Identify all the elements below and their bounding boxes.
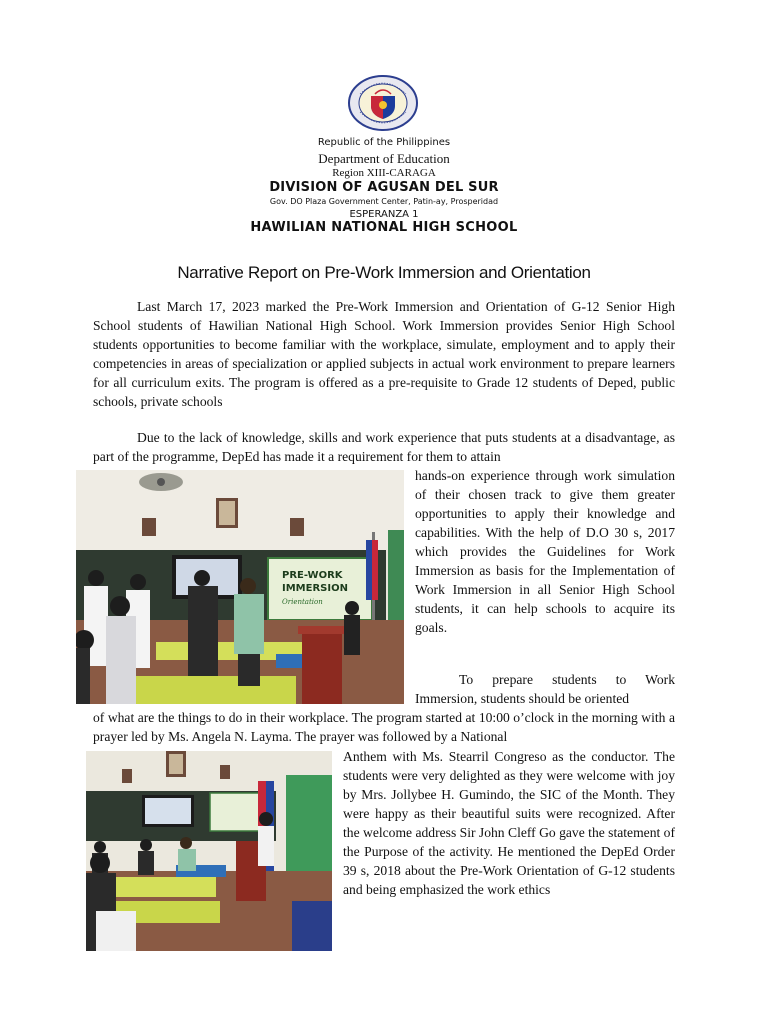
paragraph-second-lead: Due to the lack of knowledge, skills and work experience that puts students at a disadvantage, as part of the programme, DepEd has made it a requirement for them to attain xyxy=(93,430,675,464)
paragraph-third-lead: To prepare students to Work Immersion, students should be oriented xyxy=(415,672,675,706)
school-name: HAWILIAN NATIONAL HIGH SCHOOL xyxy=(250,220,518,235)
banner-line-1: PRE-WORK xyxy=(282,570,343,581)
banner-line-2: IMMERSION xyxy=(282,583,348,594)
address-line: Gov. DO Plaza Government Center, Patin-ay, Prosperidad xyxy=(269,197,499,206)
division-line: DIVISION OF AGUSAN DEL SUR xyxy=(269,180,499,195)
paragraph-second-wrap: hands-on experience through work simulation of their chosen track to give them greater opportunities to apply their knowledge and capabilities. With the help of D.O 30 s, 2017 which provides the Guidelines for Work Immersion as basis for the Implementation of Work Immersion in all Senior High School students, it can help schools to acquire its goals. xyxy=(415,468,675,635)
municipality-line: ESPERANZA 1 xyxy=(349,209,419,220)
orientation-photo-1 xyxy=(76,470,404,704)
report-title: Narrative Report on Pre-Work Immersion and Orientation xyxy=(177,263,591,282)
paragraph-third-full: of what are the things to do in their workplace. The program started at 10:00 o’clock in the morning with a prayer led by Ms. Angela N. Layma. The prayer was followed by a National xyxy=(93,710,675,744)
department-line: Department of Education xyxy=(318,151,450,166)
banner-line-3: Orientation xyxy=(282,598,323,606)
region-line: Region XIII-CARAGA xyxy=(332,167,436,179)
paragraph-third-wrap: Anthem with Ms. Stearril Congreso as the conductor. The students were very delighted as they were welcome with joy by Mrs. Jollybee H. Gumindo, the SIC of the Month. They were happy as their beautiful suits were recognized. After the welcome address Sir John Cleff Go gave the statement of the Purpose of the activity. He mentioned the DepEd Order 39 s, 2018 about the Pre-Work Orientation of G-12 students and being emphasized the work ethics xyxy=(343,749,675,897)
orientation-photo-2 xyxy=(86,751,332,951)
deped-seal-logo xyxy=(346,74,420,132)
paragraph-intro: Last March 17, 2023 marked the Pre-Work Immersion and Orientation of G-12 Senior High School students of Hawilian National High School. Work Immersion provides Senior High School students opportunities to become familiar with the workplace, simulate, employment and to apply their competencies in areas of specialization or applied subjects in actual work environment to prepare learners for all curriculum exits. The program is offered as a pre-requisite to Grade 12 students of Deped, public schools, private schools xyxy=(93,299,675,409)
republic-line: Republic of the Philippines xyxy=(317,137,451,148)
